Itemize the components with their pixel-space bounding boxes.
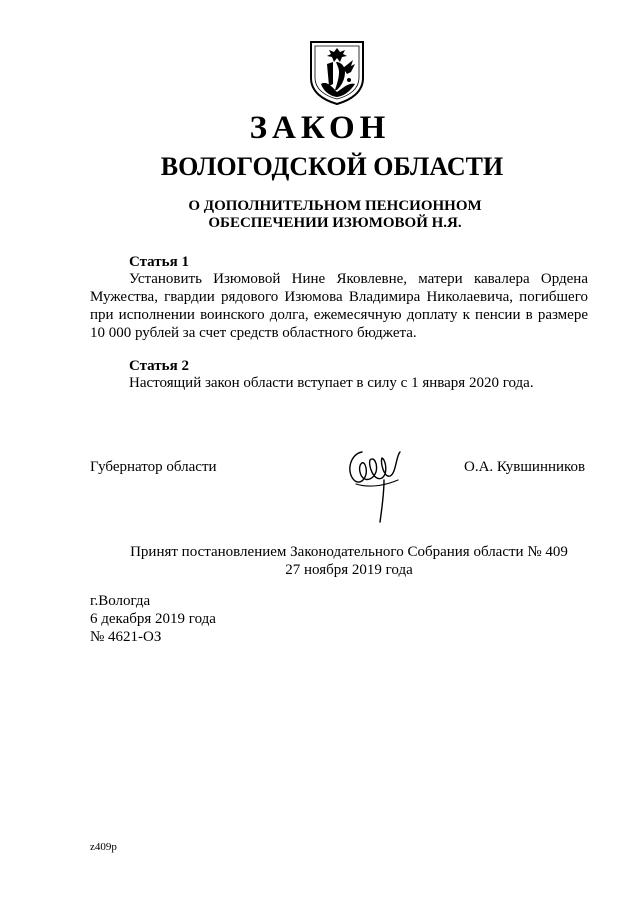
adoption-line-2: 27 ноября 2019 года bbox=[285, 562, 413, 578]
signatory-title: Губернатор области bbox=[90, 459, 217, 475]
place-of-signing: г.Вологда bbox=[90, 593, 151, 609]
article-2-heading: Статья 2 bbox=[129, 358, 189, 374]
article-1-line-3: при исполнении воинского долга, ежемесячную доплату к пенсии в размере bbox=[90, 307, 588, 323]
article-1-body bbox=[90, 270, 588, 342]
adoption-note bbox=[90, 543, 588, 579]
article-1-line-1: Установить Изюмовой Нине Яковлевне, матери кавалера Ордена bbox=[129, 271, 588, 287]
law-title: ЗАКОН bbox=[249, 110, 391, 146]
signature-image bbox=[340, 438, 410, 526]
article-1-line-4: 10 000 рублей за счет средств областного бюджета. bbox=[90, 325, 417, 341]
law-subject bbox=[175, 198, 495, 232]
law-number: № 4621-ОЗ bbox=[90, 629, 162, 645]
document-reference: z409p bbox=[90, 841, 117, 853]
coat-of-arms-icon bbox=[307, 40, 367, 106]
law-subject-line-1: О ДОПОЛНИТЕЛЬНОМ ПЕНСИОННОМ bbox=[188, 198, 482, 214]
article-2-body bbox=[90, 374, 588, 392]
article-2-text: Настоящий закон области вступает в силу с 1 января 2020 года. bbox=[129, 375, 534, 391]
region-title: ВОЛОГОДСКОЙ ОБЛАСТИ bbox=[160, 152, 504, 181]
signing-date: 6 декабря 2019 года bbox=[90, 611, 216, 627]
article-1-heading: Статья 1 bbox=[129, 254, 189, 270]
signatory-name: О.А. Кувшинников bbox=[464, 459, 586, 475]
adoption-line-1: Принят постановлением Законодательного Собрания области № 409 bbox=[130, 544, 568, 560]
article-1-line-2: Мужества, гвардии рядового Изюмова Владимира Николаевича, погибшего bbox=[90, 289, 588, 305]
law-subject-line-2: ОБЕСПЕЧЕНИИ ИЗЮМОВОЙ Н.Я. bbox=[208, 215, 462, 231]
